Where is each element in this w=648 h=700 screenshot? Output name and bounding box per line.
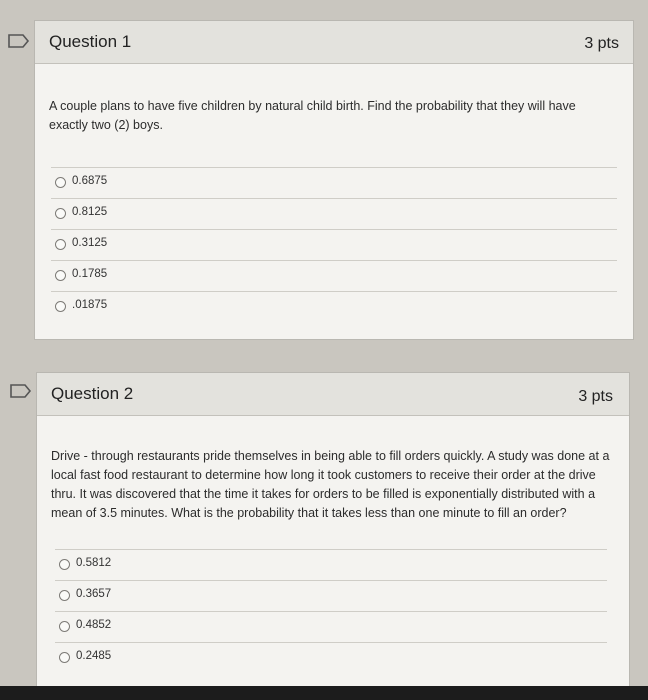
answer-label: 0.3657 [76, 588, 112, 600]
answer-list [55, 549, 607, 679]
answer-label: 0.6875 [72, 175, 108, 187]
question-header [37, 373, 629, 416]
question-header [35, 21, 633, 64]
radio-button[interactable] [55, 270, 66, 281]
radio-button[interactable] [59, 652, 70, 663]
answer-option[interactable] [55, 580, 607, 612]
answer-option[interactable] [55, 611, 607, 643]
radio-button[interactable] [59, 559, 70, 570]
question-points: 3 pts [578, 388, 613, 405]
answer-option[interactable] [51, 260, 617, 292]
answer-label: .01875 [72, 299, 108, 311]
answer-list [51, 167, 617, 327]
question-card-2 [36, 372, 630, 690]
question-card-1 [34, 20, 634, 340]
answer-option[interactable] [51, 167, 617, 199]
radio-button[interactable] [55, 239, 66, 250]
question-title: Question 2 [51, 384, 134, 403]
radio-button[interactable] [55, 301, 66, 312]
question-text: Drive - through restaurants pride themselves in being able to fill orders quickly. A study was done at a local fast food restaurant to determine how long it took customers to receive their order at the drive thru. It was discovered that the time it takes for orders to be filled is exponentially distributed with a mean of 3.5 minutes. What is the probability that it takes less than one minute to fill an order? [51, 449, 610, 520]
flag-question-icon[interactable] [10, 384, 32, 398]
question-text: A couple plans to have five children by natural child birth. Find the probability that they will have exactly two (2) boys. [49, 99, 576, 132]
radio-button[interactable] [59, 621, 70, 632]
answer-label: 0.3125 [72, 237, 108, 249]
answer-option[interactable] [51, 198, 617, 230]
answer-option[interactable] [55, 549, 607, 581]
answer-label: 0.4852 [76, 619, 112, 631]
flag-question-icon[interactable] [8, 34, 30, 48]
question-title: Question 1 [49, 32, 132, 51]
bottom-edge [0, 686, 648, 700]
answer-option[interactable] [51, 229, 617, 261]
answer-label: 0.2485 [76, 650, 112, 662]
answer-label: 0.1785 [72, 268, 108, 280]
answer-option[interactable] [51, 291, 617, 323]
answer-option[interactable] [55, 642, 607, 674]
answer-label: 0.8125 [72, 206, 108, 218]
radio-button[interactable] [59, 590, 70, 601]
answer-label: 0.5812 [76, 557, 112, 569]
radio-button[interactable] [55, 208, 66, 219]
radio-button[interactable] [55, 177, 66, 188]
question-points: 3 pts [584, 35, 619, 52]
